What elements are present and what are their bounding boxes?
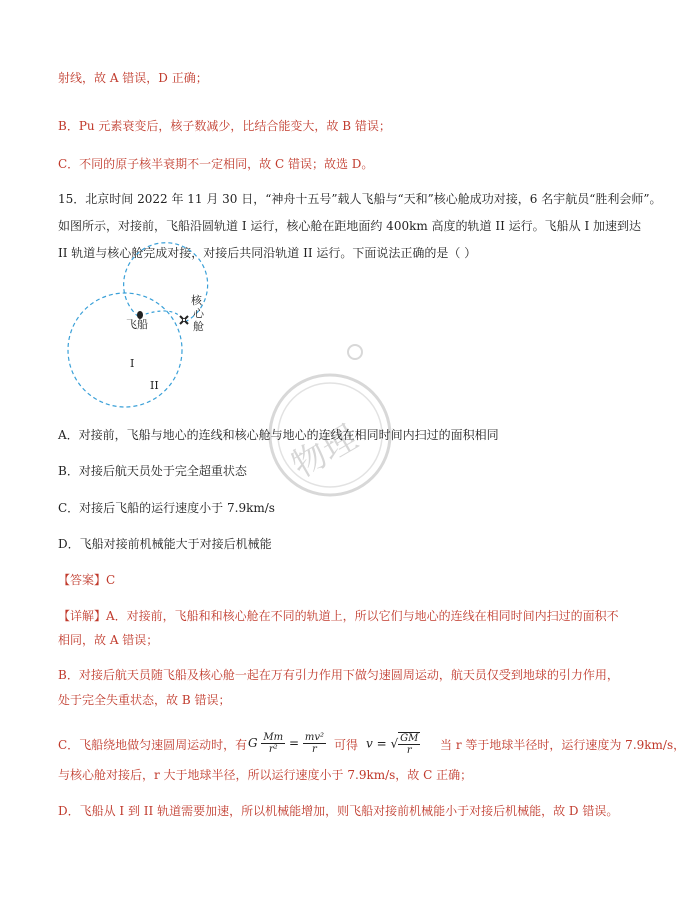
orbit-i-label: I	[130, 357, 135, 370]
core-module-icon	[180, 316, 188, 324]
question-line: 15．北京时间 2022 年 11 月 30 日，“神舟十五号”载人飞船与“天和”核心舱成功对接，6 名宇航员“胜利会师”。	[58, 192, 662, 206]
orbit-ii-label: II	[150, 379, 159, 392]
module-label-3: 舱	[193, 320, 204, 333]
detail-b-line-1: B．对接后航天员随飞船及核心舱一起在万有引力作用下做匀速圆周运动，航天员仅受到地球的引力作用，	[58, 668, 619, 682]
text-line: 射线，故 A 错误，D 正确；	[58, 71, 208, 85]
question-line: 如图所示，对接前，飞船沿圆轨道 I 运行，核心舱在距地面约 400km 高度的轨道 II 运行。飞船从 I 加速到达	[58, 219, 642, 233]
formula-velocity: v = √ $\frac{GM}{r}$	[366, 733, 419, 756]
ship-label: 飞船	[126, 318, 148, 331]
orbit-diagram	[60, 285, 220, 425]
answer-value: C	[106, 573, 116, 587]
question-line: II 轨道与核心舱完成对接，对接后共同沿轨道 II 运行。下面说法正确的是（ ）	[58, 246, 477, 260]
module-label-2: 心	[193, 307, 204, 320]
detail-c-line-1b: 可得	[334, 738, 359, 752]
answer-tag: 【答案】	[58, 573, 107, 587]
option-b: B．对接后航天员处于完全超重状态	[58, 464, 247, 478]
text-line: B．Pu 元素衰变后，核子数减少，比结合能变大，故 B 错误；	[58, 119, 391, 133]
transfer-arc	[140, 311, 182, 318]
detail-c-line-2: 与核心舱对接后，r 大于地球半径，所以运行速度小于 7.9km/s，故 C 正确；	[58, 768, 473, 782]
option-a: A．对接前，飞船与地心的连线和核心舱与地心的连线在相同时间内扫过的面积相同	[58, 428, 499, 442]
detail-a-line-2: 相同，故 A 错误；	[58, 633, 159, 647]
detail-c-line-1c: 当 r 等于地球半径时，运行速度为 7.9km/s，	[440, 738, 685, 752]
option-c: C．对接后飞船的运行速度小于 7.9km/s	[58, 501, 275, 515]
detail-b-line-2: 处于完全失重状态，故 B 错误；	[58, 693, 231, 707]
orbit-ii	[68, 293, 182, 407]
detail-d-line: D．飞船从 I 到 II 轨道需要加速，所以机械能增加，则飞船对接前机械能小于对接后机械能，故 D 错误。	[58, 804, 619, 818]
text-line: C．不同的原子核半衰期不一定相同，故 C 错误；故选 D。	[58, 157, 374, 171]
module-label-1: 核	[191, 294, 202, 307]
option-d: D．飞船对接前机械能大于对接后机械能	[58, 537, 272, 551]
formula-gravity: G $\frac{Mm}{\text{r²}}$ = $\frac{\text{mv²}}{r}$	[248, 732, 325, 755]
watermark-text: 物理	[285, 417, 365, 487]
detail-tag: 【详解】	[58, 609, 107, 623]
answer-line	[58, 572, 115, 588]
detail-c-line-1a: C．飞船绕地做匀速圆周运动时，有	[58, 738, 248, 752]
detail-a-text: A．对接前，飞船和和核心舱在不同的轨道上，所以它们与地心的连线在相同时间内扫过的面积不	[106, 609, 619, 623]
detail-a-line-1	[58, 608, 619, 624]
